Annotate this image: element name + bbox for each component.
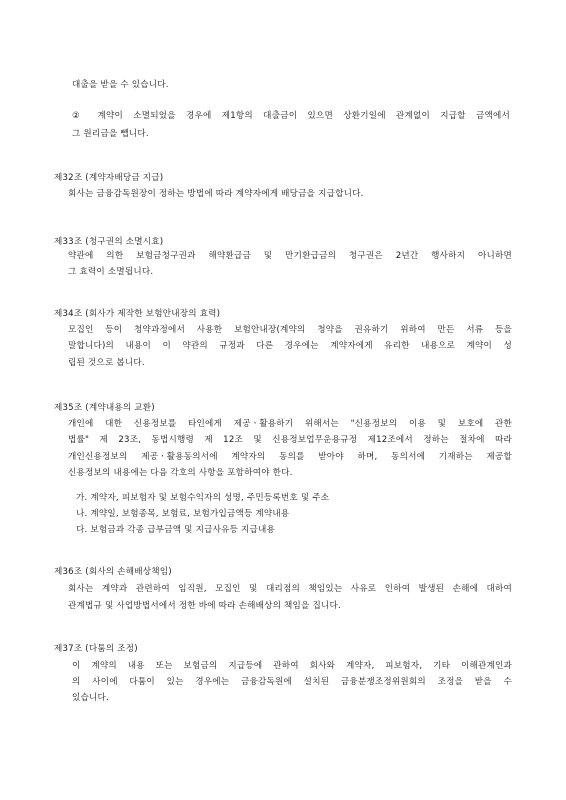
article-34-heading: 제34조 (회사가 제작한 보험안내장의 효력) (54, 309, 221, 319)
article-35-item-3: 다. 보험금과 각종 급부금액 및 지급사유등 지급내용 (76, 525, 276, 535)
article-33-line-2: 그 효력이 소멸됩니다. (68, 267, 154, 277)
article-34-line-3: 립된 것으로 봅니다. (68, 358, 145, 368)
article-37-line-1: 이 계약의 내용 또는 보험금의 지급등에 관하여 회사와 계약자, 피보험자, 기타 이해관계인과 (72, 661, 512, 671)
article-35-item-2: 나. 계약일, 보험종목, 보험료, 보험가입금액등 계약내용 (76, 509, 290, 519)
article-35-line-4: 신용정보의 내용에는 다음 각호의 사항을 포함하여야 한다. (68, 468, 293, 478)
article-36-heading: 제36조 (회사의 손해배상책임) (54, 567, 172, 577)
article-37-line-2: 의 사이에 다툼이 있는 경우에는 금융감독원에 설치된 금융분쟁조정위원회의 조정을 받을 수 (72, 677, 512, 687)
article-35-line-3: 개인신용정보의 제공ㆍ활용동의서에 계약자의 동의를 받아야 하며, 동의서에 기재하는 제공할 (68, 452, 512, 462)
paragraph-2-line-2: 그 원리금을 뺍니다. (72, 129, 149, 139)
article-36-line-2: 관계법규 및 사업방법서에서 정한 바에 따라 손해배상의 책임을 집니다. (68, 601, 341, 611)
article-37-heading: 제37조 (다툼의 조정) (54, 644, 138, 654)
article-32-heading: 제32조 (계약자배당금 지급) (54, 173, 164, 183)
article-35-heading: 제35조 (계약내용의 교환) (54, 403, 155, 413)
article-34-line-2: 말합니다)의 내용이 이 약관의 규정과 다른 경우에는 계약자에게 유리한 내용으로 계약이 성 (68, 341, 512, 351)
article-35-line-2: 법률" 제 23조, 동법시행령 제 12조 및 신용정보업무운용규정 제12조에서 정하는 절차에 따라 (68, 435, 512, 445)
article-36-line-1: 회사는 계약과 관련하여 임직원, 모집인 및 대리점의 책임있는 사유로 인하여 발생된 손해에 대하여 (68, 584, 512, 594)
article-37-line-3: 있습니다. (72, 693, 109, 703)
article-33-line-1: 약관에 의한 보험금청구권과 해약환급금 및 만기환급금의 청구권은 2년간 행사하지 아니하면 (68, 251, 512, 261)
article-33-heading: 제33조 (청구권의 소멸시효) (54, 237, 164, 247)
article-35-line-1: 개인에 대한 신용정보를 타인에게 제공ㆍ활용하기 위해서는 "신용정보의 이용 및 보호에 관한 (68, 419, 512, 429)
article-35-item-1: 가. 계약자, 피보험자 및 보험수익자의 성명, 주민등록번호 및 주소 (76, 493, 330, 503)
continuation-text: 대출을 받을 수 있습니다. (72, 80, 169, 90)
paragraph-2-line-1: ② 계약이 소멸되었을 경우에 제1항의 대출금이 있으면 상환기일에 관계없이 지급할 금액에서 (72, 111, 510, 121)
article-34-line-1: 모집인 등이 청약과정에서 사용한 보험안내장(계약의 청약을 권유하기 위하여 만든 서류 등을 (68, 325, 512, 335)
article-32-line-1: 회사는 금융감독원장이 정하는 방법에 따라 계약자에게 배당금을 지급합니다. (68, 189, 364, 199)
